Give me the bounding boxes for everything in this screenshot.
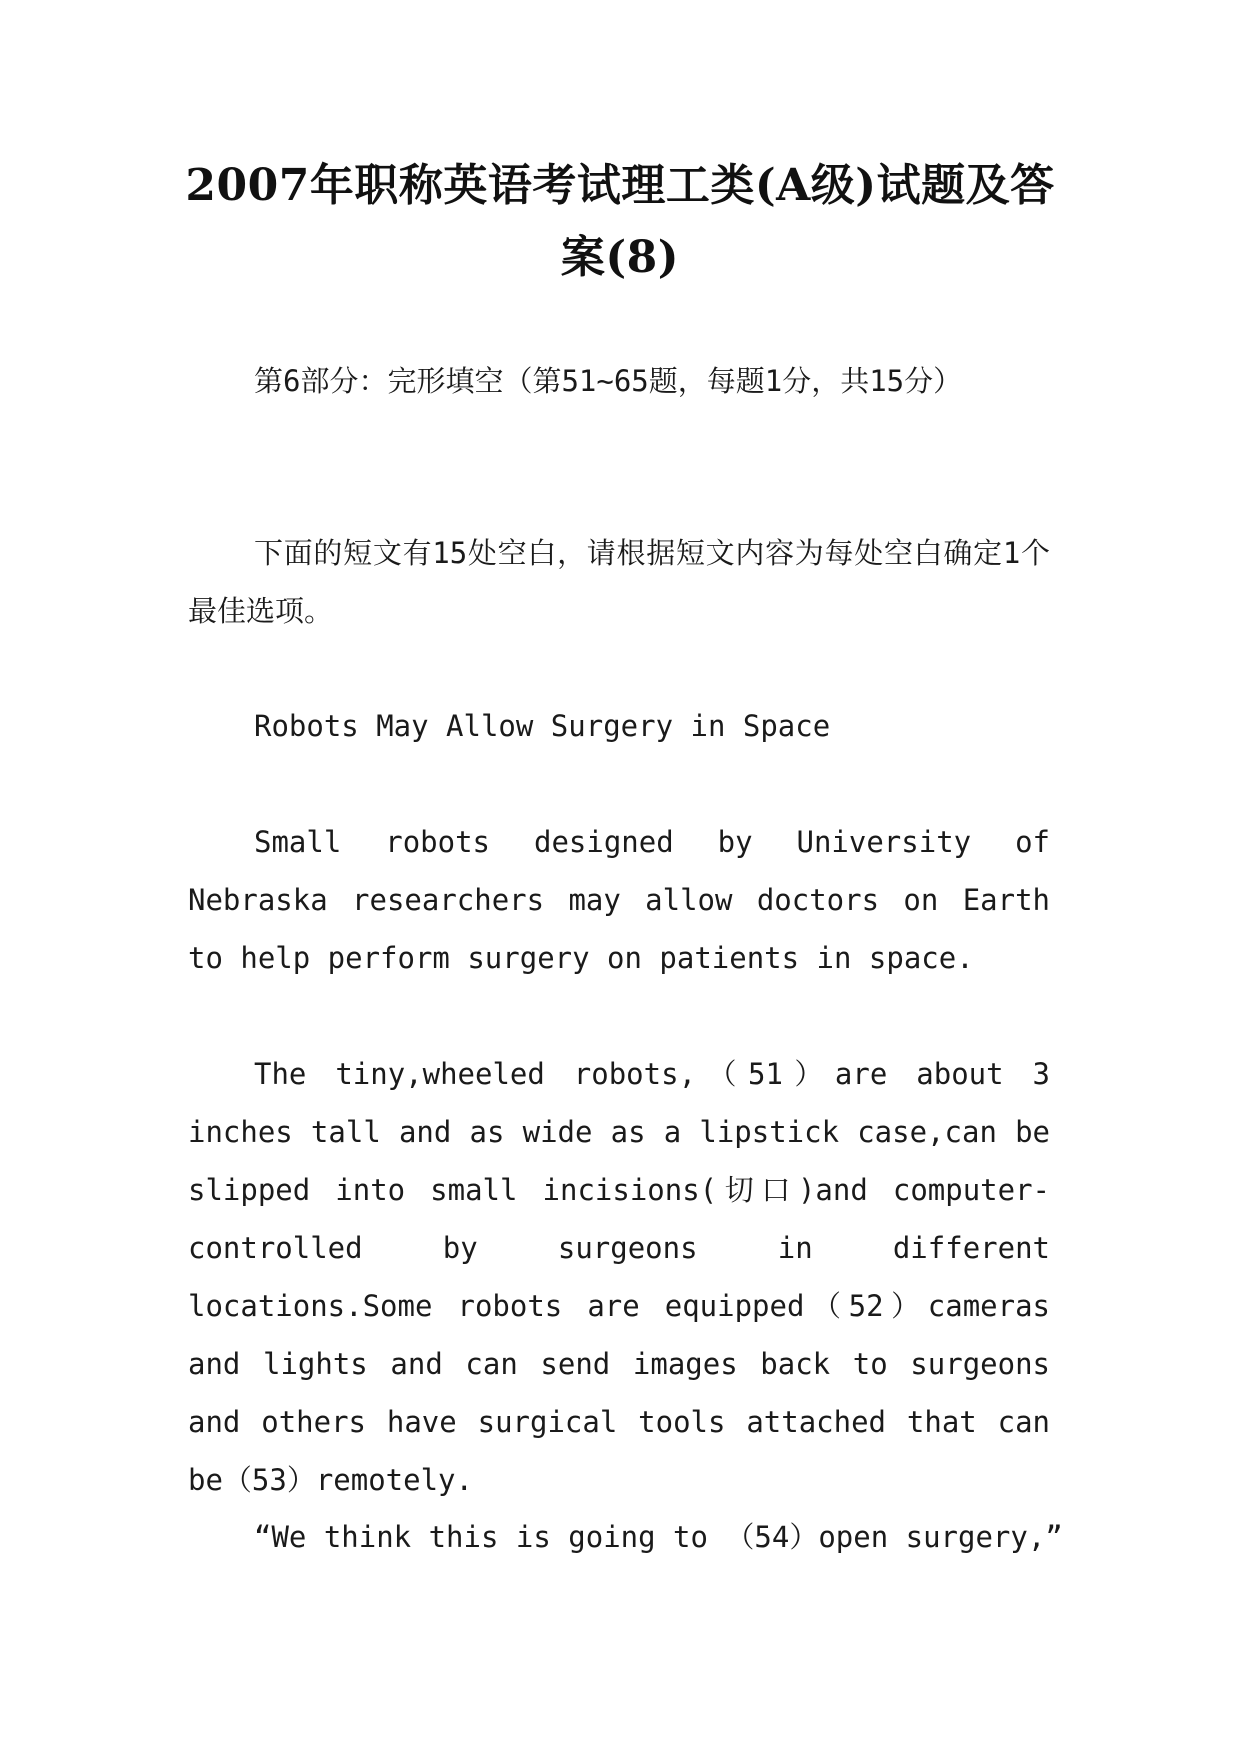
document-title: 2007年职称英语考试理工类(A级)试题及答案(8) bbox=[185, 160, 1055, 283]
section-heading-paragraph: 第6部分：完形填空（第51~65题，每题1分，共15分） bbox=[254, 364, 963, 398]
passage-paragraph-1: Small robots designed by University of Nebraska researchers may allow doctors on Earth to help perform surgery on patients in space. bbox=[188, 825, 1050, 975]
passage-paragraph-2: The tiny,wheeled robots,（51）are about 3 inches tall and as wide as a lipstick case,can be slipped into small incisions(切口)and computer-controlled by surgeons in different locations.Some robots are equipped（52）cameras and lights and can send images back to surgeons and others have surgical tools attached that can be（53）remotely. bbox=[188, 1057, 1050, 1497]
instruction-paragraph: 下面的短文有15处空白，请根据短文内容为每处空白确定1个最佳选项。 bbox=[188, 536, 1050, 628]
passage-title: Robots May Allow Surgery in Space bbox=[254, 709, 831, 743]
passage-paragraph-3: “We think this is going to （54）open surgery,” bbox=[254, 1520, 1063, 1554]
